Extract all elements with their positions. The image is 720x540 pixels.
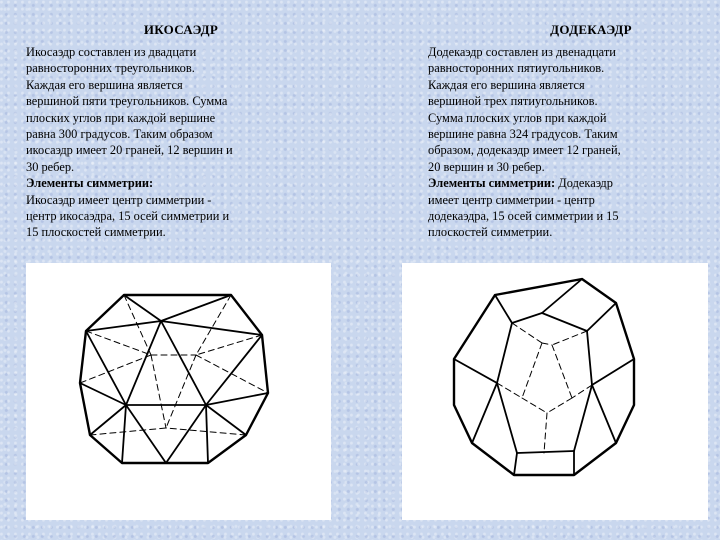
- icosahedron-figure: [26, 263, 331, 520]
- dodecahedron-description: [428, 44, 704, 241]
- icosahedron-title: ИКОСАЭДР: [143, 22, 219, 37]
- dodecahedron-section: [428, 22, 704, 241]
- dodecahedron-symmetry-text: Додекаэдр имеет центр симметрии - центр додекаэдра, 15 осей симметрии и 15 плоскостей симметрии.: [428, 176, 619, 240]
- icosahedron-figure-panel: [26, 263, 331, 520]
- dodecahedron-symmetry-heading: Элементы симметрии:: [428, 176, 556, 191]
- dodecahedron-figure: [402, 263, 708, 520]
- icosahedron-description-text: Икосаэдр составлен из двадцати равносторонних треугольников. Каждая его вершина является вершиной пяти треугольников. Сумма плоских углов при каждой вершине равна 300 градусов. Таким образом икосаэдр имеет 20 граней, 12 вершин и 30 ребер.: [26, 45, 233, 174]
- icosahedron-edges: [80, 295, 268, 463]
- icosahedron-description: [26, 44, 306, 241]
- icosahedron-outline: [80, 295, 268, 463]
- dodecahedron-edges: [454, 279, 634, 475]
- icosahedron-section: [26, 22, 306, 241]
- dodecahedron-description-text: Додекаэдр составлен из двенадцати равносторонних пятиугольников. Каждая его вершина является вершиной трех пятиугольников. Сумма плоских углов при каждой вершине равна 324 градусов. Таким образом, додекаэдр имеет 12 граней, 20 вершин и 30 ребер.: [428, 45, 621, 174]
- dodecahedron-outline: [454, 279, 634, 475]
- dodecahedron-figure-panel: [402, 263, 708, 520]
- icosahedron-symmetry-heading: Элементы симметрии:: [26, 176, 154, 191]
- dodecahedron-title: ДОДЕКАЭДР: [550, 22, 632, 37]
- icosahedron-symmetry-text: Икосаэдр имеет центр симметрии - центр икосаэдра, 15 осей симметрии и 15 плоскостей симметрии.: [26, 192, 230, 240]
